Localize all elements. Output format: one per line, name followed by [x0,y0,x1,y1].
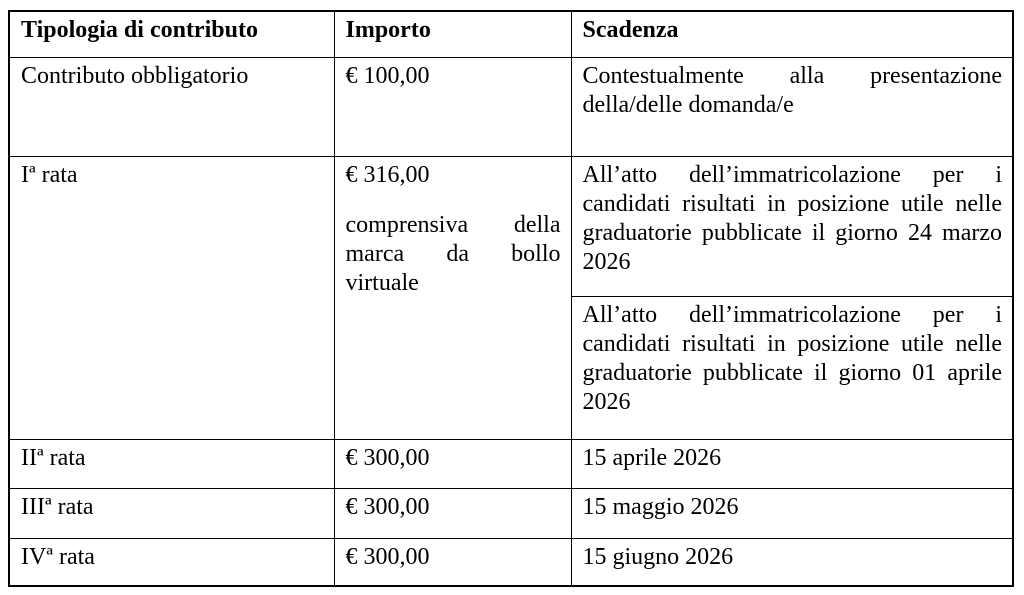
cell-scadenza: Contestualmente alla presentazione della/⁠delle domanda/⁠e [571,57,1013,156]
importo-note: comprensiva della marca da bollo virtuale [345,211,561,296]
cell-scadenza-marzo: All’atto dell’immatricolazione per i candidati risultati in posizione utile nelle graduatorie pubblicate il giorno 24 marzo 2026 [571,156,1013,296]
cell-importo: € 300,00 [334,439,571,488]
table-row-contributo-obbligatorio [9,57,1013,156]
table-row-terza-rata [9,488,1013,538]
cell-scadenza: 15 aprile 2026 [571,439,1013,488]
table-header-row [9,11,1013,57]
cell-tipologia: IIª rata [9,439,334,488]
cell-importo: € 300,00 [334,488,571,538]
cell-importo: € 300,00 [334,538,571,586]
column-header-scadenza: Scadenza [571,11,1013,57]
cell-tipologia: IIIª rata [9,488,334,538]
table-row-seconda-rata [9,439,1013,488]
cell-scadenza: 15 giugno 2026 [571,538,1013,586]
table-row-prima-rata [9,156,1013,296]
column-header-importo: Importo [334,11,571,57]
fees-table [8,10,1014,587]
cell-tipologia: Iª rata [9,156,334,439]
cell-importo [334,156,571,439]
cell-scadenza: 15 maggio 2026 [571,488,1013,538]
column-header-tipologia: Tipologia di contributo [9,11,334,57]
importo-amount: € 316,00 [345,161,430,188]
cell-tipologia: Contributo obbligatorio [9,57,334,156]
cell-scadenza-aprile: All’atto dell’immatricolazione per i candidati risultati in posizione utile nelle graduatorie pubblicate il giorno 01 aprile 2026 [571,296,1013,439]
table-row-quarta-rata [9,538,1013,586]
cell-tipologia: IVª rata [9,538,334,586]
cell-importo: € 100,00 [334,57,571,156]
